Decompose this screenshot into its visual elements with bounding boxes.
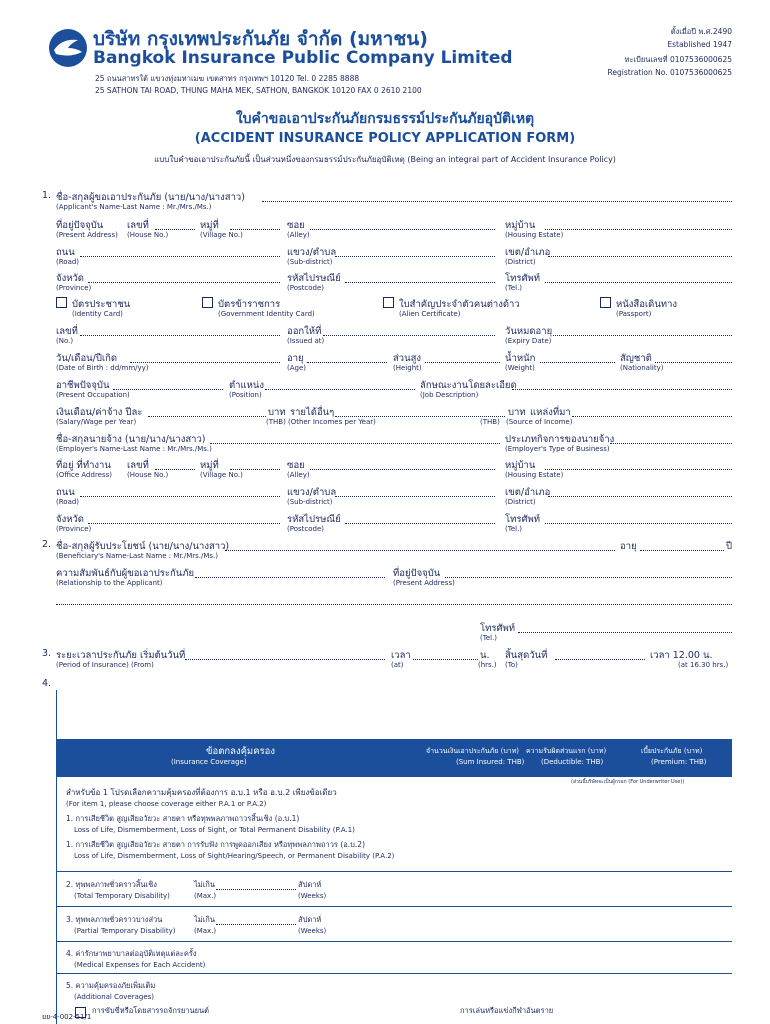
job-description-label-en: (Job Description) [420, 391, 479, 399]
office-road-field[interactable] [80, 496, 280, 497]
occupation-field[interactable] [113, 389, 223, 390]
income-source-label-en: (Source of Income) [506, 418, 573, 426]
ttd-label: 2. ทุพพลภาพชั่วคราวสิ้นเชิง [66, 880, 157, 889]
alley-field[interactable] [310, 229, 495, 230]
office-sub-district-field[interactable] [335, 496, 495, 497]
section-1-number: 1. [42, 190, 52, 201]
sub-district-label-en: (Sub-district) [287, 258, 333, 266]
period-from-field[interactable] [185, 659, 385, 660]
applicant-name-label: ชื่อ-สกุลผู้ขอเอาประกันภัย (นาย/นาง/นางสาว) [56, 192, 245, 203]
company-address-en: 25 SATHON TAI ROAD, THUNG MAHA MEK, SATHON, BANGKOK 10120 FAX 0 2610 2100 [95, 86, 422, 95]
province-label-en: (Province) [56, 284, 92, 292]
deductible-column-header-en: (Deductible: THB) [541, 758, 604, 766]
office-province-label-en: (Province) [56, 525, 92, 533]
other-income-thb-label: (THB) [480, 418, 500, 426]
district-label: เขต/อำเภอ [505, 247, 551, 258]
road-label-en: (Road) [56, 258, 80, 266]
passport-checkbox[interactable] [600, 297, 611, 308]
employer-name-label-en: (Employer's Name-Last Name : Mr./Mrs./Ms.) [56, 445, 212, 453]
ptd-weeks-field[interactable] [216, 924, 296, 925]
alley-label-en: (Alley) [287, 231, 310, 239]
beneficiary-age-label: อายุ [620, 541, 637, 552]
government-id-label-en: (Government Identity Card) [218, 310, 315, 318]
beneficiary-tel-field[interactable] [518, 632, 732, 633]
expiry-date-field[interactable] [553, 335, 732, 336]
established-en: Established 1947 [667, 40, 732, 49]
dob-label: วัน/เดือน/ปีเกิด [56, 353, 118, 364]
item1-instruction-en: (For item 1, please choose coverage either P.A.1 or P.A.2) [66, 800, 267, 808]
relationship-field[interactable] [195, 577, 385, 578]
period-label-en: (Period of Insurance) (From) [56, 661, 154, 669]
office-district-label: เขต/อำเภอ [505, 487, 551, 498]
tel-field[interactable] [545, 282, 732, 283]
postcode-label-en: (Postcode) [287, 284, 324, 292]
motorcycle-label: การขับขี่หรือโดยสารรถจักรยานยนต์ [92, 1006, 210, 1015]
sub-district-label: แขวง/ตำบล [287, 247, 337, 258]
office-district-label-en: (District) [505, 498, 536, 506]
office-road-label: ถนน [56, 487, 75, 498]
address-label: ที่อยู่ปัจจุบัน [56, 220, 104, 231]
premium-column-header-en: (Premium: THB) [651, 758, 707, 766]
period-to-label-en: (To) [505, 661, 518, 669]
form-title-en: (ACCIDENT INSURANCE POLICY APPLICATION FORM) [194, 131, 576, 146]
salary-thb-label: (THB) [266, 418, 286, 426]
beneficiary-age-suffix: ปี [726, 541, 733, 552]
beneficiary-address-field[interactable] [445, 577, 732, 578]
address-label-en: (Present Address) [56, 231, 118, 239]
dob-label-en: (Date of Birth : dd/mm/yy) [56, 364, 149, 372]
road-label: ถนน [56, 247, 75, 258]
pa1-label: 1. การเสียชีวิต สูญเสียอวัยวะ สายตา หรือทุพพลภาพถาวรสิ้นเชิง (อ.บ.1) [66, 814, 300, 823]
table-row-ttd [56, 872, 732, 907]
identity-card-label-en: (Identity Card) [72, 310, 123, 318]
form-subtitle: แบบใบคำขอเอาประกันภัยนี้ เป็นส่วนหนึ่งของกรมธรรม์ประกันภัยอุบัติเหตุ (Being an integral part of Accident Insurance Policy) [154, 155, 616, 164]
beneficiary-address-label-en: (Present Address) [393, 579, 455, 587]
ptd-label: 3. ทุพพลภาพชั่วคราวบางส่วน [66, 915, 163, 924]
company-logo [48, 28, 88, 68]
district-field[interactable] [548, 256, 732, 257]
job-description-field[interactable] [512, 389, 732, 390]
ptd-max-label-en: (Max.) [194, 927, 217, 935]
beneficiary-address-label: ที่อยู่ปัจจุบัน [393, 568, 441, 579]
coverage-table-body [56, 780, 732, 1024]
start-time-suffix: น. [480, 650, 490, 661]
additional-coverage-label-en: (Additional Coverages) [74, 993, 155, 1001]
item1-instruction: สำหรับข้อ 1 โปรดเลือกความคุ้มครองที่ต้องการ อ.บ.1 หรือ อ.บ.2 เพียงข้อเดียว [66, 788, 337, 797]
identity-card-checkbox[interactable] [56, 297, 67, 308]
weight-label: น้ำหนัก [505, 353, 536, 364]
beneficiary-tel-label-en: (Tel.) [480, 634, 498, 642]
employer-business-label: ประเภทกิจการของนายจ้าง [505, 434, 615, 445]
house-no-field[interactable] [155, 229, 195, 230]
relationship-label-en: (Relationship to the Applicant) [56, 579, 163, 587]
office-house-no-field[interactable] [155, 469, 195, 470]
road-field[interactable] [80, 256, 280, 257]
start-time-label: เวลา [391, 650, 411, 661]
additional-coverage-label: 5. ความคุ้มครองภัยเพิ่มเติม [66, 981, 156, 990]
office-house-no-label: เลขที่ [127, 460, 149, 471]
premium-column-header: เบี้ยประกันภัย (บาท) [641, 747, 703, 755]
pa1-label-en: Loss of Life, Dismemberment, Loss of Sight, or Total Permanent Disability (P.A.1) [74, 826, 355, 834]
nationality-label: สัญชาติ [620, 353, 652, 364]
ptd-max-label: ไม่เกิน [194, 915, 215, 924]
id-no-field[interactable] [80, 335, 280, 336]
ttd-max-label: ไม่เกิน [194, 880, 215, 889]
beneficiary-age-field[interactable] [640, 550, 724, 551]
office-district-field[interactable] [548, 496, 732, 497]
beneficiary-name-label-en: (Beneficiary's Name-Last Name : Mr./Mrs./Ms.) [56, 552, 218, 560]
nationality-label-en: (Nationality) [620, 364, 664, 372]
office-road-label-en: (Road) [56, 498, 80, 506]
beneficiary-tel-label: โทรศัพท์ [480, 623, 516, 634]
end-time-label-en: (at 16.30 hrs.) [678, 661, 729, 669]
ptd-weeks-label: สัปดาห์ [298, 915, 322, 924]
medical-label-en: (Medical Expenses for Each Accident) [74, 961, 206, 969]
employer-name-field[interactable] [210, 443, 500, 444]
relationship-label: ความสัมพันธ์กับผู้ขอเอาประกันภัย [56, 568, 195, 579]
coverage-column-header-en: (Insurance Coverage) [171, 758, 247, 766]
height-label-en: (Height) [393, 364, 422, 372]
nationality-field[interactable] [655, 362, 732, 363]
office-address-label: ที่อยู่ ที่ทำงาน [56, 460, 111, 471]
section-4-number: 4. [42, 678, 52, 689]
weight-label-en: (Weight) [505, 364, 535, 372]
other-income-label-en: (Other Incomes per Year) [288, 418, 376, 426]
salary-label: เงินเดือน/ค่าจ้าง ปีละ [56, 407, 143, 418]
office-alley-label: ซอย [287, 460, 305, 471]
office-house-no-label-en: (House No.) [127, 471, 169, 479]
office-sub-district-label-en: (Sub-district) [287, 498, 333, 506]
employer-business-field[interactable] [610, 443, 732, 444]
beneficiary-address-line-2[interactable] [56, 604, 732, 605]
government-id-checkbox[interactable] [202, 297, 213, 308]
ttd-max-label-en: (Max.) [194, 892, 217, 900]
sum-insured-column-header: จำนวนเงินเอาประกันภัย (บาท) [426, 747, 520, 755]
form-title-th: ใบคำขอเอาประกันภัยกรมธรรม์ประกันภัยอุบัติเหตุ [235, 111, 535, 127]
ttd-weeks-field[interactable] [216, 889, 296, 890]
office-address-label-en: (Office Address) [56, 471, 112, 479]
deductible-column-header: ความรับผิดส่วนแรก (บาท) [526, 747, 607, 755]
expiry-date-label: วันหมดอายุ [505, 326, 553, 337]
weight-field[interactable] [540, 362, 615, 363]
pa2-label: 1. การเสียชีวิต สูญเสียอวัยวะ สายตา การรับฟัง การพูดออกเสียง หรือทุพพลภาพถาวร (อ.บ.2) [66, 840, 365, 849]
office-village-no-label: หมู่ที่ [200, 460, 219, 471]
office-village-no-label-en: (Village No.) [200, 471, 243, 479]
ttd-label-en: (Total Temporary Disability) [74, 892, 170, 900]
income-source-label: แหล่งที่มา [530, 407, 571, 418]
office-tel-field[interactable] [545, 523, 732, 524]
government-id-label: บัตรข้าราชการ [218, 299, 281, 310]
office-sub-district-label: แขวง/ตำบล [287, 487, 337, 498]
sub-district-field[interactable] [335, 256, 495, 257]
occupation-label-en: (Present Occupation) [56, 391, 130, 399]
position-label: ตำแหน่ง [229, 380, 265, 391]
id-no-label: เลขที่ [56, 326, 78, 337]
district-label-en: (District) [505, 258, 536, 266]
id-no-label-en: (No.) [56, 337, 74, 345]
issued-at-label: ออกให้ที่ [287, 326, 322, 337]
housing-estate-label: หมู่บ้าน [505, 220, 536, 231]
applicant-name-field[interactable] [262, 201, 732, 202]
company-name-en: Bangkok Insurance Public Company Limited [93, 48, 513, 68]
issued-at-field[interactable] [323, 335, 495, 336]
form-code: ยย-4-002-51/1 [42, 1013, 92, 1021]
office-housing-estate-label: หมู่บ้าน [505, 460, 536, 471]
age-label: อายุ [287, 353, 304, 364]
house-no-label: เลขที่ [127, 220, 149, 231]
office-postcode-label: รหัสไปรษณีย์ [287, 514, 341, 525]
ptd-weeks-label-en: (Weeks) [298, 927, 327, 935]
ptd-label-en: (Partial Temporary Disability) [74, 927, 176, 935]
housing-estate-field[interactable] [545, 229, 732, 230]
office-postcode-field[interactable] [345, 523, 495, 524]
village-no-field[interactable] [230, 229, 280, 230]
alley-label: ซอย [287, 220, 305, 231]
section-2-number: 2. [42, 539, 52, 550]
applicant-name-label-en: (Applicant's Name-Last Name : Mr./Mrs./Ms.) [56, 203, 212, 211]
employer-name-label: ชื่อ-สกุลนายจ้าง (นาย/นาง/นางสาว) [56, 434, 206, 445]
office-village-no-field[interactable] [230, 469, 280, 470]
dob-field[interactable] [130, 362, 280, 363]
pa2-label-en: Loss of Life, Dismemberment, Loss of Sight/Hearing/Speech, or Permanent Disability (P.A.2) [74, 852, 395, 860]
housing-estate-label-en: (Housing Estate) [505, 231, 564, 239]
start-time-suffix-en: (hrs.) [478, 661, 497, 669]
passport-label-en: (Passport) [616, 310, 652, 318]
end-time-label: เวลา 12.00 น. [650, 650, 713, 661]
identity-card-label: บัตรประชาชน [72, 299, 131, 310]
postcode-field[interactable] [345, 282, 495, 283]
passport-label: หนังสือเดินทาง [616, 299, 678, 310]
height-field[interactable] [425, 362, 500, 363]
period-label: ระยะเวลาประกันภัย เริ่มต้นวันที่ [56, 650, 186, 661]
province-label: จังหวัด [56, 273, 84, 284]
office-tel-label: โทรศัพท์ [505, 514, 541, 525]
age-field[interactable] [307, 362, 387, 363]
salary-label-en: (Salary/Wage per Year) [56, 418, 137, 426]
postcode-label: รหัสไปรษณีย์ [287, 273, 341, 284]
income-source-field[interactable] [572, 416, 732, 417]
salary-field[interactable] [148, 416, 266, 417]
house-no-label-en: (House No.) [127, 231, 169, 239]
beneficiary-name-label: ชื่อ-สกุลผู้รับประโยชน์ (นาย/นาง/นางสาว) [56, 541, 230, 552]
salary-baht-label: บาท [268, 407, 286, 418]
office-alley-field[interactable] [310, 469, 495, 470]
job-description-label: ลักษณะงานโดยละเอียด [420, 380, 517, 391]
office-province-label: จังหวัด [56, 514, 84, 525]
alien-certificate-label-en: (Alien Certificate) [399, 310, 461, 318]
office-alley-label-en: (Alley) [287, 471, 310, 479]
other-income-field[interactable] [335, 416, 505, 417]
issued-at-label-en: (Issued at) [287, 337, 325, 345]
position-label-en: (Position) [229, 391, 262, 399]
start-time-field[interactable] [413, 659, 478, 660]
company-address-th: 25 ถนนสาทรใต้ แขวงทุ่งมหาเมฆ เขตสาทร กรุงเทพฯ 10120 Tel. 0 2285 8888 [95, 74, 360, 83]
coverage-column-header: ข้อตกลงคุ้มครอง [206, 746, 276, 757]
start-time-label-en: (at) [391, 661, 404, 669]
province-field[interactable] [88, 282, 280, 283]
alien-certificate-checkbox[interactable] [383, 297, 394, 308]
office-province-field[interactable] [88, 523, 280, 524]
alien-certificate-label: ใบสำคัญประจำตัวคนต่างด้าว [399, 299, 520, 310]
dangerous-sports-label: การเล่นหรือแข่งกีฬาอันตราย [460, 1006, 554, 1015]
established-th: ตั้งเมื่อปี พ.ศ.2490 [670, 27, 732, 36]
expiry-date-label-en: (Expiry Date) [505, 337, 552, 345]
employer-business-label-en: (Employer's Type of Business) [505, 445, 610, 453]
village-no-label-en: (Village No.) [200, 231, 243, 239]
medical-label: 4. ค่ารักษาพยาบาลต่ออุบัติเหตุแต่ละครั้ง [66, 949, 197, 958]
office-postcode-label-en: (Postcode) [287, 525, 324, 533]
registration-th: ทะเบียนเลขที่ 0107536000625 [624, 55, 732, 64]
office-housing-estate-field[interactable] [545, 469, 732, 470]
company-name-th: บริษัท กรุงเทพประกันภัย จำกัด (มหาชน) [93, 28, 428, 50]
tel-label: โทรศัพท์ [505, 273, 541, 284]
ttd-weeks-label-en: (Weeks) [298, 892, 327, 900]
tel-label-en: (Tel.) [505, 284, 523, 292]
office-housing-estate-label-en: (Housing Estate) [505, 471, 564, 479]
other-income-baht-label: บาท [508, 407, 526, 418]
period-to-label: สิ้นสุดวันที่ [505, 650, 548, 661]
age-label-en: (Age) [287, 364, 307, 372]
village-no-label: หมู่ที่ [200, 220, 219, 231]
sum-insured-column-header-en: (Sum Insured: THB) [456, 758, 525, 766]
ttd-weeks-label: สัปดาห์ [298, 880, 322, 889]
beneficiary-name-field[interactable] [225, 550, 615, 551]
coverage-table-header [56, 739, 732, 777]
section-3-number: 3. [42, 648, 52, 659]
position-field[interactable] [265, 389, 415, 390]
period-to-field[interactable] [555, 659, 645, 660]
occupation-label: อาชีพปัจจุบัน [56, 380, 110, 391]
other-income-label: รายได้อื่นๆ [290, 407, 335, 418]
underwriter-note: (ส่วนนี้บริษัทจะเป็นผู้กรอก (For Underwriter Use)) [571, 779, 685, 785]
office-tel-label-en: (Tel.) [505, 525, 523, 533]
registration-en: Registration No. 0107536000625 [607, 68, 732, 77]
height-label: ส่วนสูง [393, 353, 422, 364]
